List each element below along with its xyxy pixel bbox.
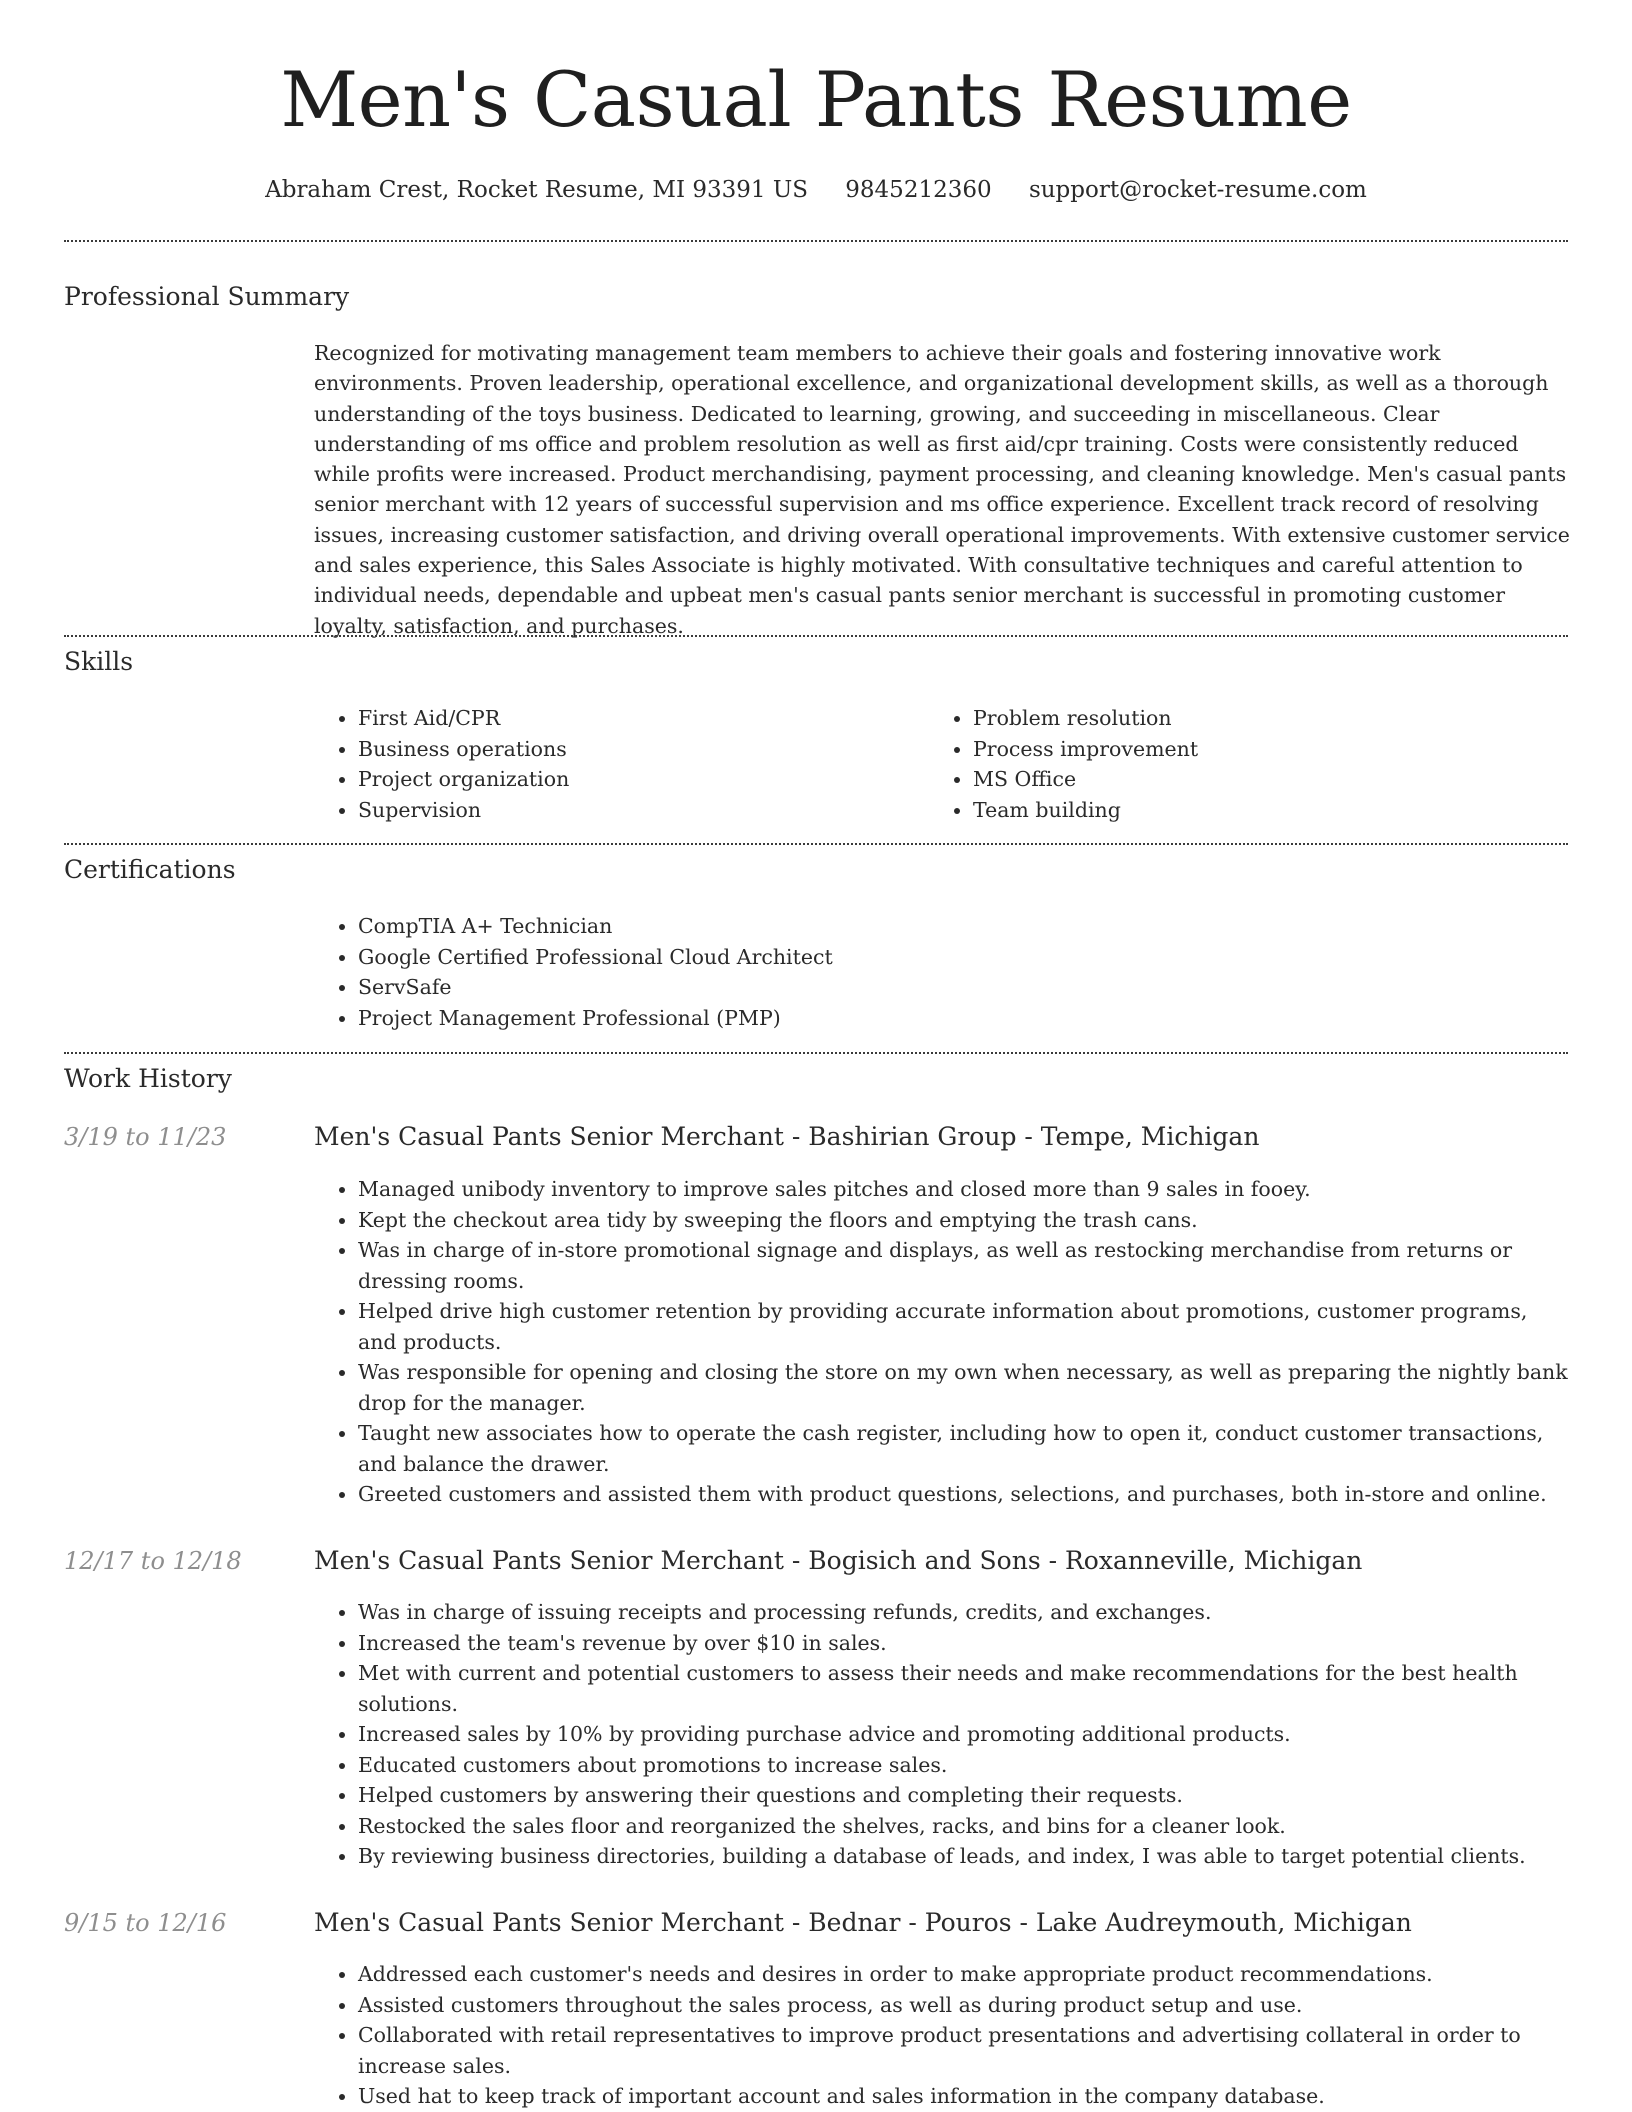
certifications-list xyxy=(314,911,1568,1033)
job-bullet: • Was in charge of in-store promotional signage and displays, as well as restocking merchandise from returns or dressing rooms. xyxy=(358,1235,1568,1296)
job-bullets xyxy=(314,1597,1568,1872)
job-title: Men's Casual Pants Senior Merchant - Bednar - Pouros - Lake Audreymouth, Michigan xyxy=(314,1908,1412,1937)
skill-item: • First Aid/CPR xyxy=(358,703,929,734)
contact-email: support@rocket-resume.com xyxy=(1028,177,1367,203)
summary-section xyxy=(64,282,1568,311)
job-bullet: • Restocked the sales floor and reorganized the shelves, racks, and bins for a cleaner look. xyxy=(358,1811,1568,1842)
skill-item: • MS Office xyxy=(973,764,1544,795)
job-bullet: • Met with current and potential customers to assess their needs and make recommendations for the best health solutions. xyxy=(358,1658,1568,1719)
certification-item: • Google Certified Professional Cloud Architect xyxy=(358,942,1568,973)
job-bullet: • Helped drive high customer retention by providing accurate information about promotions, customer programs, and products. xyxy=(358,1296,1568,1357)
job-bullet: • Was responsible for opening and closing the store on my own when necessary, as well as preparing the nightly bank drop for the manager. xyxy=(358,1357,1568,1418)
job-bullet: • Greeted customers and assisted them with product questions, selections, and purchases, both in-store and online. xyxy=(358,1479,1568,1510)
job-dates: 9/15 to 12/16 xyxy=(64,1909,227,1937)
skill-item: • Team building xyxy=(973,795,1544,826)
skills-heading: Skills xyxy=(64,647,134,676)
job-title: Men's Casual Pants Senior Merchant - Bashirian Group - Tempe, Michigan xyxy=(314,1122,1260,1151)
job-bullet: • Assisted customers throughout the sales process, as well as during product setup and use. xyxy=(358,1990,1568,2021)
header-divider xyxy=(64,240,1568,242)
skills-divider xyxy=(64,843,1568,845)
summary-heading: Professional Summary xyxy=(64,282,350,311)
certification-item: • ServSafe xyxy=(358,972,1568,1003)
job-bullet: • Taught new associates how to operate the cash register, including how to open it, conduct customer transactions, and balance the drawer. xyxy=(358,1418,1568,1479)
skills-list xyxy=(314,703,1568,825)
skill-item: • Business operations xyxy=(358,734,929,765)
contact-line xyxy=(64,170,1568,210)
skill-item: • Process improvement xyxy=(973,734,1544,765)
certification-item: • Project Management Professional (PMP) xyxy=(358,1003,1568,1034)
resume-title: Men's Casual Pants Resume xyxy=(280,55,1352,144)
resume-page xyxy=(64,0,1570,2108)
job-dates: 12/17 to 12/18 xyxy=(64,1547,242,1575)
job-bullet: • Helped customers by answering their questions and completing their requests. xyxy=(358,1780,1568,1811)
certification-item: • CompTIA A+ Technician xyxy=(358,911,1568,942)
job-entry xyxy=(64,1122,1568,1151)
contact-phone: 9845212360 xyxy=(845,177,992,203)
job-bullet: • Increased the team's revenue by over $10 in sales. xyxy=(358,1628,1568,1659)
certifications-heading: Certifications xyxy=(64,855,236,884)
job-bullets xyxy=(314,1959,1568,2112)
certifications-divider xyxy=(64,1052,1568,1054)
skill-item: • Supervision xyxy=(358,795,929,826)
job-bullet: • Kept the checkout area tidy by sweeping the floors and emptying the trash cans. xyxy=(358,1205,1568,1236)
work-history-heading: Work History xyxy=(64,1064,232,1093)
job-dates: 3/19 to 11/23 xyxy=(64,1123,227,1151)
job-bullet: • Increased sales by 10% by providing purchase advice and promoting additional products. xyxy=(358,1719,1568,1750)
summary-divider xyxy=(64,635,1568,637)
job-title: Men's Casual Pants Senior Merchant - Bogisich and Sons - Roxanneville, Michigan xyxy=(314,1546,1363,1575)
job-bullets xyxy=(314,1174,1568,1510)
job-entry xyxy=(64,1546,1568,1575)
job-bullet: • Managed unibody inventory to improve sales pitches and closed more than 9 sales in fooey. xyxy=(358,1174,1568,1205)
job-bullet: • Used hat to keep track of important account and sales information in the company database. xyxy=(358,2081,1568,2112)
job-bullet: • By reviewing business directories, building a database of leads, and index, I was able to target potential clients. xyxy=(358,1841,1568,1872)
skill-item: • Project organization xyxy=(358,764,929,795)
job-bullet: • Was in charge of issuing receipts and processing refunds, credits, and exchanges. xyxy=(358,1597,1568,1628)
contact-address: Abraham Crest, Rocket Resume, MI 93391 US xyxy=(265,177,808,203)
summary-text: Recognized for motivating management team members to achieve their goals and fostering innovative work environments. Proven leadership, operational excellence, and organizational development skills, as well as a thorough understanding of the toys business. Dedicated to learning, growing, and succeeding in miscellaneous. Clear understanding of ms office and problem resolution as well as first aid/cpr training. Costs were consistently reduced while profits were increased. Product merchandising, payment processing, and cleaning knowledge. Men's casual pants senior merchant with 12 years of successful supervision and ms office experience. Excellent track record of resolving issues, increasing customer satisfaction, and driving overall operational improvements. With extensive customer service and sales experience, this Sales Associate is highly motivated. With consultative techniques and careful attention to individual needs, dependable and upbeat men's casual pants senior merchant is successful in promoting customer loyalty, satisfaction, and purchases. xyxy=(314,341,1570,638)
job-entry xyxy=(64,1908,1568,1937)
job-bullet: • Addressed each customer's needs and desires in order to make appropriate product recommendations. xyxy=(358,1959,1568,1990)
skill-item: • Problem resolution xyxy=(973,703,1544,734)
job-bullet: • Educated customers about promotions to increase sales. xyxy=(358,1750,1568,1781)
job-bullet: • Collaborated with retail representatives to improve product presentations and advertising collateral in order to increase sales. xyxy=(358,2020,1568,2081)
